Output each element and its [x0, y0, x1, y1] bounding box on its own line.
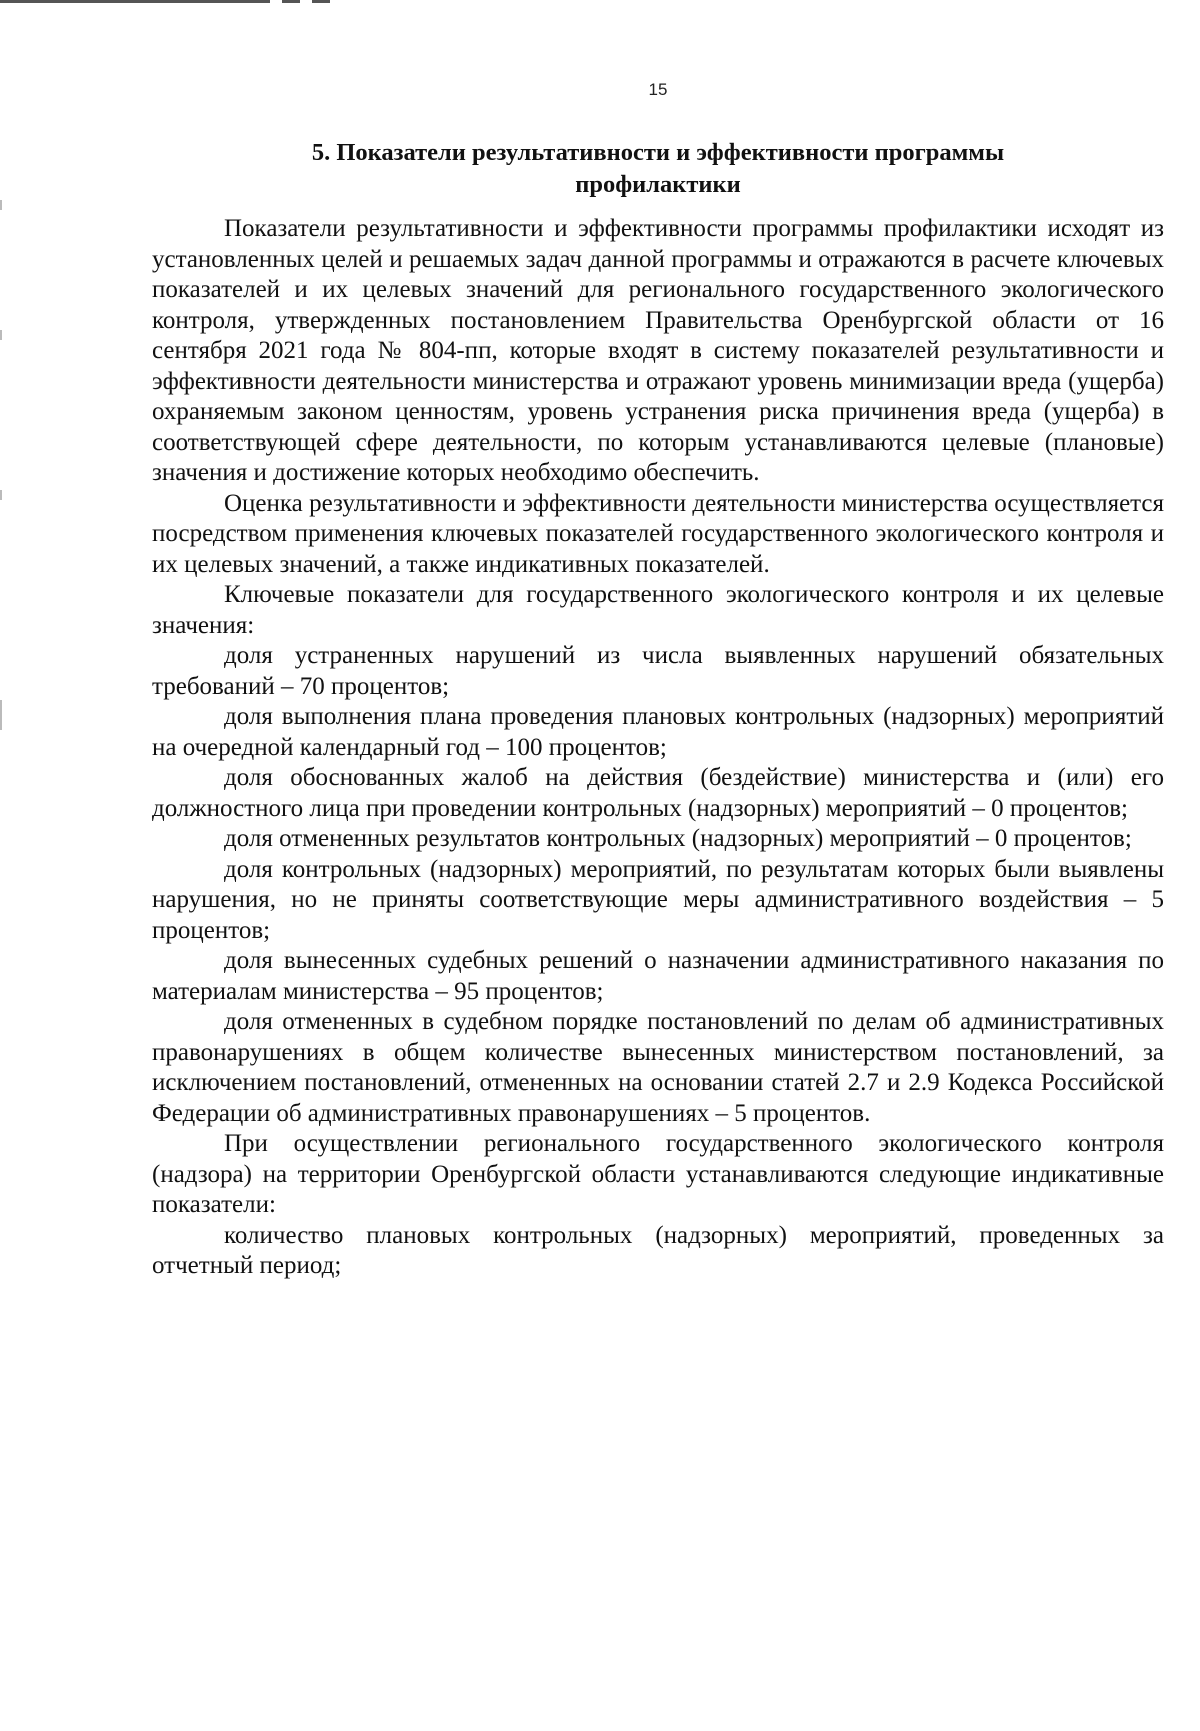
- paragraph: доля отмененных результатов контрольных (надзорных) мероприятий – 0 процентов;: [224, 825, 1132, 852]
- paragraph: доля контрольных (надзорных) мероприятий, по результатам которых были выявлены нарушения, но не приняты соответствующие меры административного воздействия – 5 процентов;: [152, 855, 1164, 944]
- paragraph: доля устраненных нарушений из числа выявленных нарушений обязательных требований – 70 процентов;: [152, 642, 1164, 700]
- paragraph: Ключевые показатели для государственного экологического контроля и их целевые значения:: [152, 581, 1164, 639]
- section-heading-line-1: 5. Показатели результативности и эффективности программы: [311, 139, 1005, 166]
- paragraph: При осуществлении регионального государственного экологического контроля (надзора) на территории Оренбургской области устанавливаются следующие индикативные показатели:: [152, 1130, 1164, 1218]
- paragraph: доля вынесенных судебных решений о назначении административного наказания по материалам министерства – 95 процентов;: [152, 947, 1164, 1005]
- paragraph: количество плановых контрольных (надзорных) мероприятий, проведенных за отчетный период;: [152, 1221, 1164, 1279]
- section-heading-line-2: профилактики: [575, 171, 741, 198]
- paragraph: доля отмененных в судебном порядке постановлений по делам об административных правонарушениях в общем количестве вынесенных министерством постановлений, за исключением постановлений, отмененных на основании статей 2.7 и 2.9 Кодекса Российской Федерации об административных правонарушениях – 5 процентов.: [152, 1008, 1164, 1127]
- paragraph: доля выполнения плана проведения плановых контрольных (надзорных) мероприятий на очередной календарный год – 100 процентов;: [152, 703, 1164, 761]
- paragraph: доля обоснованных жалоб на действия (бездействие) министерства и (или) его должностного лица при проведении контрольных (надзорных) мероприятий – 0 процентов;: [152, 764, 1164, 822]
- section-heading: [240, 137, 1076, 201]
- paragraph: Показатели результативности и эффективности программы профилактики исходят из установленных целей и решаемых задач данной программы и отражаются в расчете ключевых показателей и их целевых значений для регионального государственного экологического контроля, утвержденных постановлением Правительства Оренбургской области от 16 сентября 2021 года № 804-пп, которые входят в систему показателей результативности и эффективности деятельности министерства и отражают уровень минимизации вреда (ущерба) охраняемым законом ценностям, уровень устранения риска причинения вреда (ущерба) в соответствующей сфере деятельности, по которым устанавливаются целевые (плановые) значения и достижение которых необходимо обеспечить.: [152, 215, 1164, 486]
- paragraph: Оценка результативности и эффективности деятельности министерства осуществляется посредством применения ключевых показателей государственного экологического контроля и их целевых значений, а также индикативных показателей.: [152, 489, 1164, 578]
- document-body: [152, 214, 1164, 1282]
- page-number: 15: [648, 80, 668, 99]
- scan-edge-top: [0, 0, 330, 3]
- scan-edge-left: [0, 200, 2, 730]
